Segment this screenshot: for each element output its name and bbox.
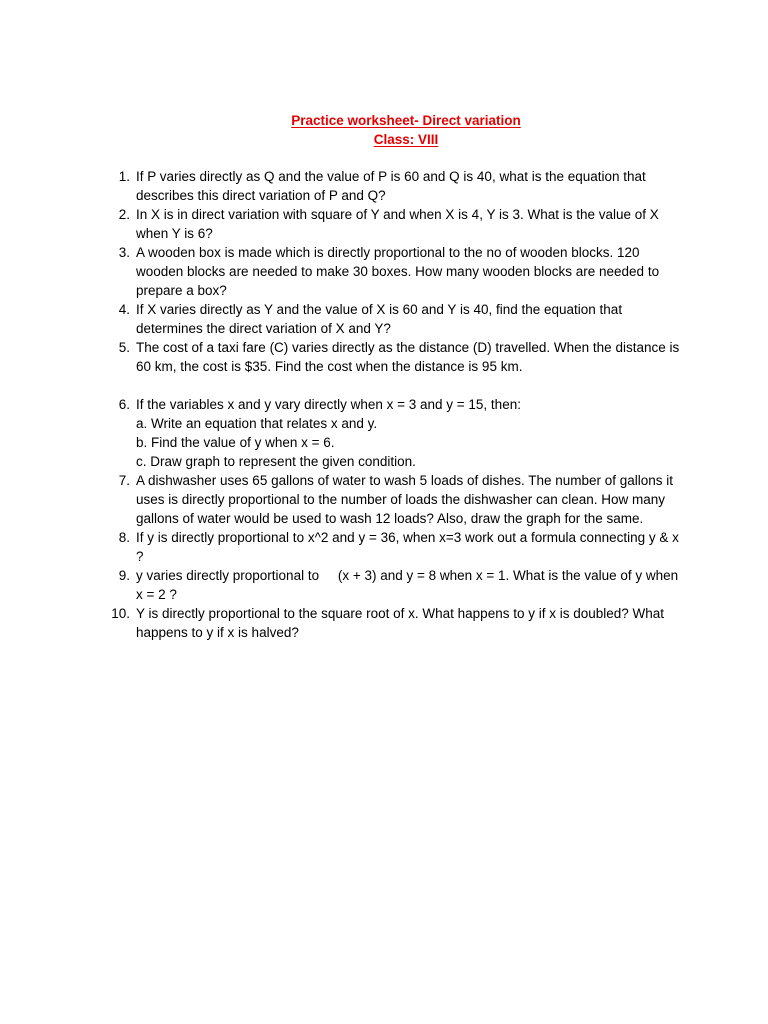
- question-number: 7.: [118, 473, 130, 488]
- question-text: The cost of a taxi fare (C) varies directly as the distance (D) travelled. When the distance is 60 km, the cost is $35. Find the cost when the distance is 95 km.: [136, 340, 680, 374]
- question-number: 3.: [118, 245, 130, 260]
- question-number: 1.: [118, 169, 130, 184]
- question-item: [108, 338, 688, 376]
- question-number: 10.: [111, 606, 130, 621]
- question-item: [108, 471, 688, 528]
- question-number: 5.: [118, 340, 130, 355]
- question-number: 6.: [118, 397, 130, 412]
- question-text: Y is directly proportional to the square root of x. What happens to y if x is doubled? What happens to y if x is halved?: [136, 606, 665, 640]
- question-text: If X varies directly as Y and the value of X is 60 and Y is 40, find the equation that determines the direct variation of X and Y?: [136, 302, 623, 336]
- question-text: If y is directly proportional to x^2 and y = 36, when x=3 work out a formula connecting y & x ?: [136, 530, 679, 564]
- question-text: If the variables x and y vary directly when x = 3 and y = 15, then:: [136, 397, 521, 412]
- question-item: [108, 604, 688, 642]
- question-subpart: c. Draw graph to represent the given condition.: [136, 454, 416, 469]
- worksheet-title: Practice worksheet- Direct variation: [291, 113, 521, 128]
- question-item: [108, 566, 688, 604]
- question-number: 9.: [118, 568, 130, 583]
- question-text: If P varies directly as Q and the value of P is 60 and Q is 40, what is the equation that describes this direct variation of P and Q?: [136, 169, 646, 203]
- question-number: 8.: [118, 530, 130, 545]
- question-number: 4.: [118, 302, 130, 317]
- worksheet-header: [0, 111, 768, 149]
- question-item: [108, 300, 688, 338]
- question-subpart: b. Find the value of y when x = 6.: [136, 435, 335, 450]
- question-item: [108, 243, 688, 300]
- question-text: A dishwasher uses 65 gallons of water to wash 5 loads of dishes. The number of gallons it uses is directly proportional to the number of loads the dishwasher can clean. How many gallons of water would be used to wash 12 loads? Also, draw the graph for the same.: [136, 473, 674, 526]
- question-text: y varies directly proportional to (x + 3) and y = 8 when x = 1. What is the value of y when x = 2 ?: [136, 568, 682, 602]
- question-item: [108, 205, 688, 243]
- question-text: In X is in direct variation with square of Y and when X is 4, Y is 3. What is the value of X when Y is 6?: [136, 207, 659, 241]
- question-subpart: a. Write an equation that relates x and y.: [136, 416, 378, 431]
- class-label: Class: VIII: [373, 132, 439, 147]
- spacer: [108, 376, 688, 395]
- question-list: [108, 167, 688, 642]
- question-item: [108, 395, 688, 471]
- question-text: A wooden box is made which is directly proportional to the no of wooden blocks. 120 wooden blocks are needed to make 30 boxes. How many wooden blocks are needed to prepare a box?: [136, 245, 660, 298]
- question-number: 2.: [118, 207, 130, 222]
- question-item: [108, 528, 688, 566]
- question-item: [108, 167, 688, 205]
